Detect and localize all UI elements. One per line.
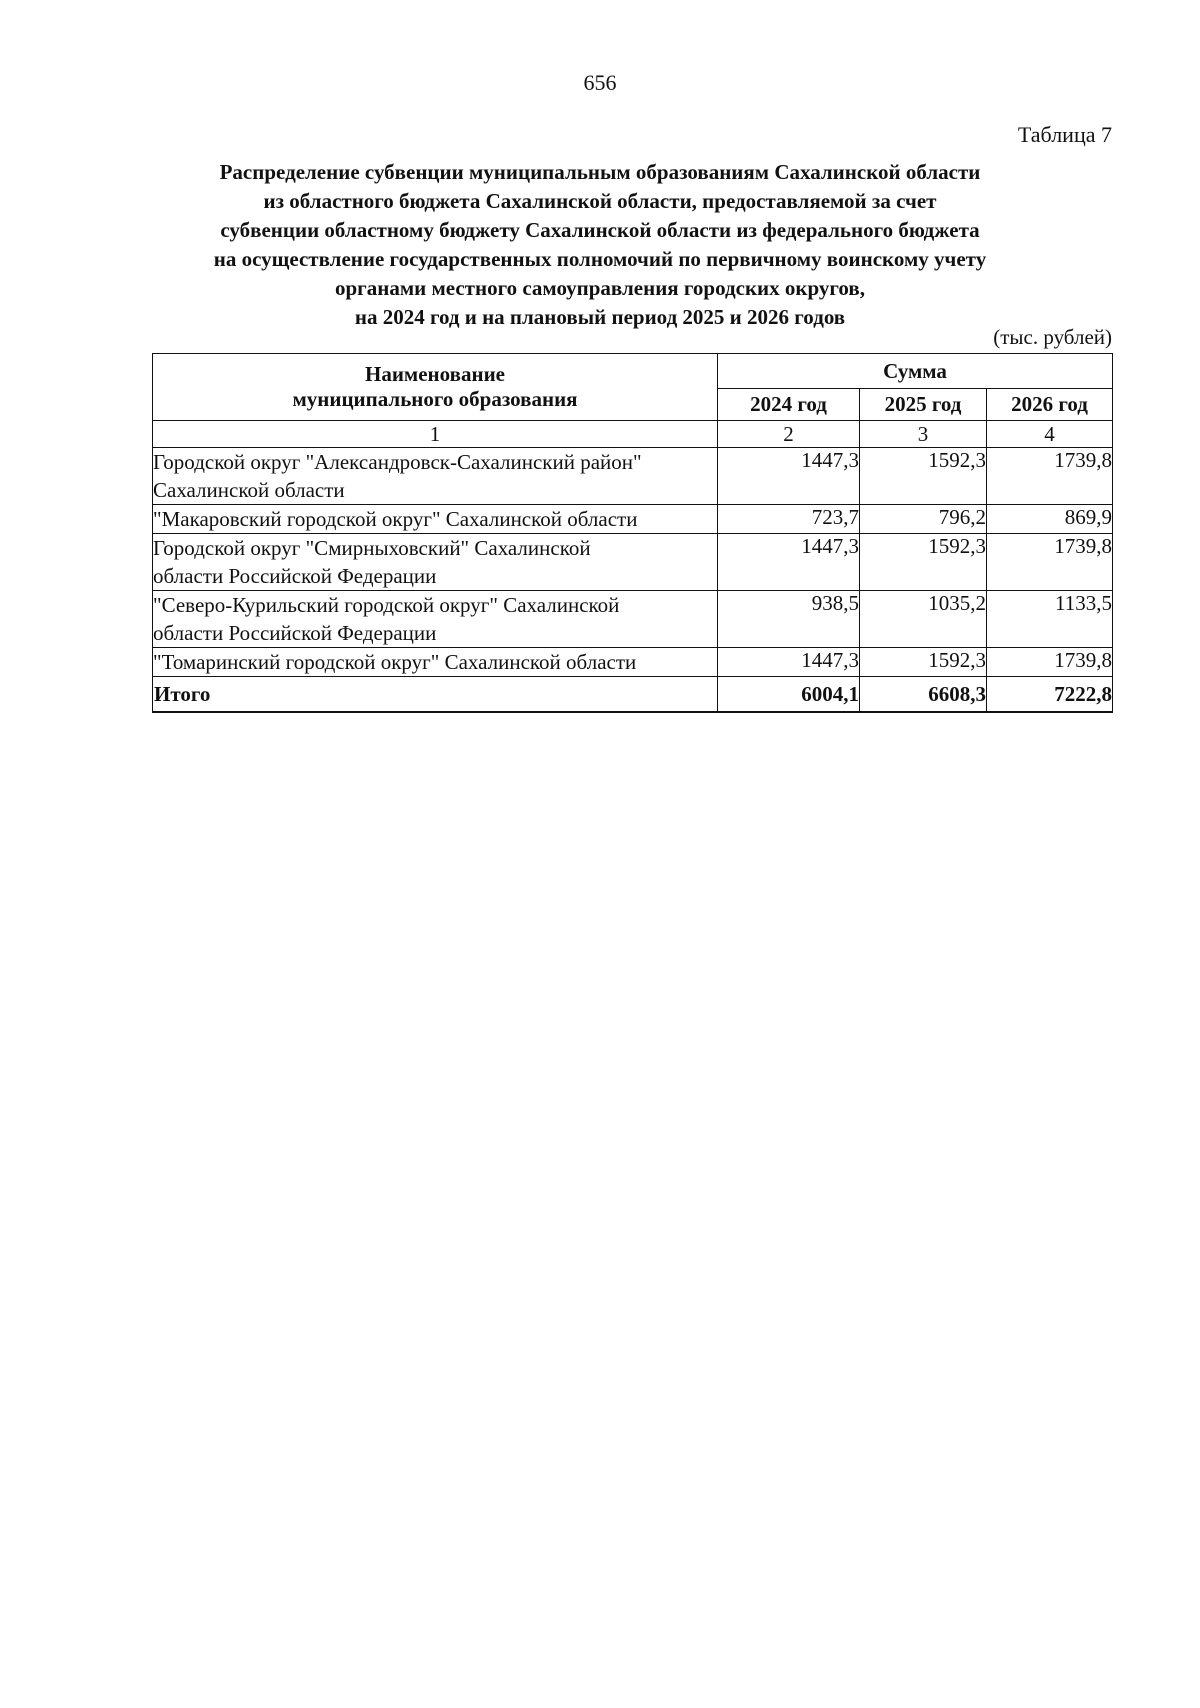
value-2025: 1592,3 [860,534,987,591]
title-line: субвенции областному бюджету Сахалинской области из федерального бюджета [220,218,980,242]
table-row [153,591,1113,648]
column-number-row [153,421,1113,448]
municipality-name [153,591,718,648]
value-2025: 1592,3 [860,448,987,505]
header-name-line: муниципального образования [292,387,578,411]
value-2026: 869,9 [987,505,1113,534]
header-year: 2026 год [987,389,1113,421]
total-2025: 6608,3 [860,677,987,713]
title-line: из областного бюджета Сахалинской области, предоставляемой за счет [263,189,937,213]
header-year: 2024 год [718,389,860,421]
table-row [153,505,1113,534]
title-line: Распределение субвенции муниципальным образованиям Сахалинской области [219,160,981,184]
name-line: "Макаровский городской округ" Сахалинской области [153,507,638,531]
title-line: на осуществление государственных полномочий по первичному воинскому учету [213,247,987,271]
table-row [153,534,1113,591]
units-label: (тыс. рублей) [993,325,1112,349]
value-2024: 1447,3 [718,648,860,677]
header-sum: Сумма [718,354,1113,389]
name-line: Городской округ "Александровск-Сахалинский район" [153,450,642,474]
name-line: "Северо-Курильский городской округ" Сахалинской [153,593,620,617]
header-name [153,354,718,421]
value-2024: 1447,3 [718,448,860,505]
name-line: области Российской Федерации [153,564,437,588]
header-year: 2025 год [860,389,987,421]
title-line: органами местного самоуправления городских округов, [335,276,865,300]
value-2026: 1133,5 [987,591,1113,648]
name-line: "Томаринский городской округ" Сахалинской области [153,650,637,674]
municipality-name [153,448,718,505]
table-label: Таблица 7 [1017,122,1112,147]
municipality-name [153,505,718,534]
header-name-line: Наименование [365,362,505,386]
total-row [153,677,1113,713]
value-2025: 1592,3 [860,648,987,677]
table-row [153,448,1113,505]
value-2024: 723,7 [718,505,860,534]
document-title [140,158,1060,332]
table-header-row [153,354,1113,389]
column-number: 2 [718,421,860,448]
subvention-table [152,353,1113,713]
name-line: Городской округ "Смирныховский" Сахалинской [153,536,591,560]
municipality-name [153,648,718,677]
column-number: 3 [860,421,987,448]
total-2026: 7222,8 [987,677,1113,713]
value-2026: 1739,8 [987,534,1113,591]
value-2026: 1739,8 [987,448,1113,505]
value-2024: 1447,3 [718,534,860,591]
name-line: области Российской Федерации [153,621,437,645]
value-2025: 1035,2 [860,591,987,648]
column-number: 1 [153,421,718,448]
page-number: 656 [583,70,617,95]
column-number: 4 [987,421,1113,448]
total-2024: 6004,1 [718,677,860,713]
total-label: Итого [153,677,718,713]
name-line: Сахалинской области [153,478,345,502]
municipality-name [153,534,718,591]
value-2026: 1739,8 [987,648,1113,677]
table-row [153,648,1113,677]
value-2025: 796,2 [860,505,987,534]
value-2024: 938,5 [718,591,860,648]
title-line: на 2024 год и на плановый период 2025 и 2026 годов [354,305,846,329]
